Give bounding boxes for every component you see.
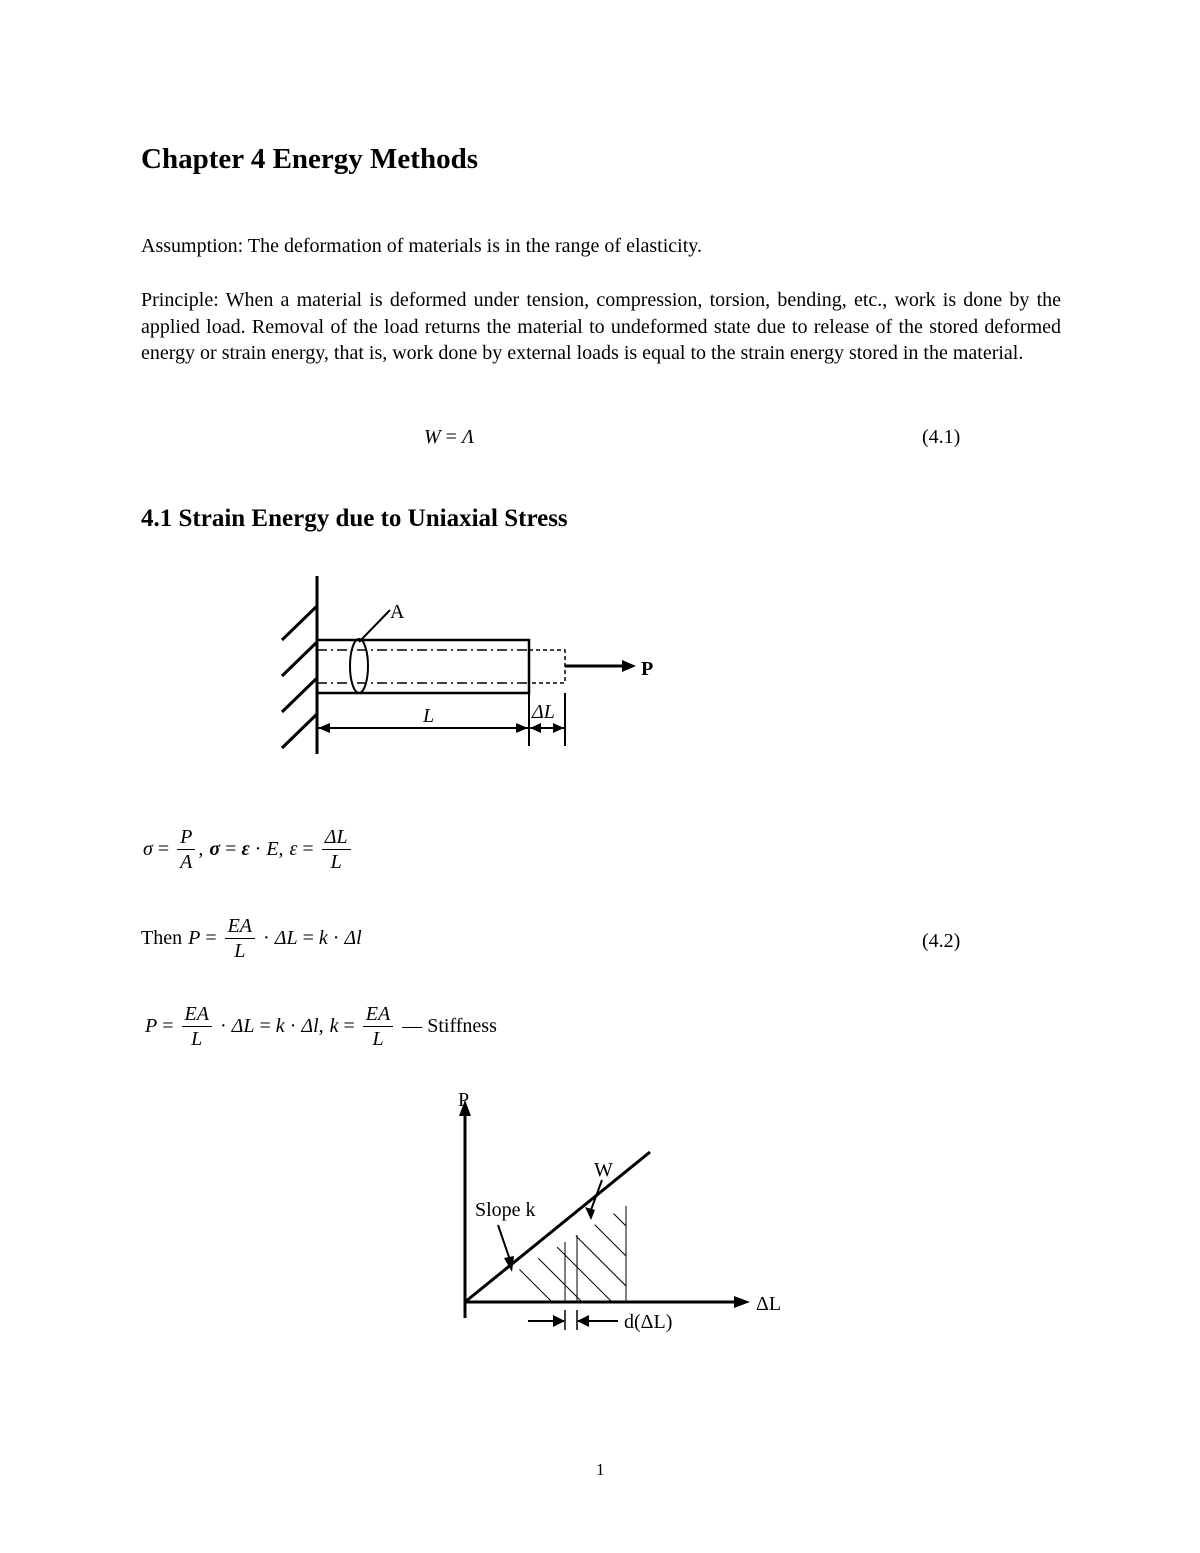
elongation-label: ΔL [532,701,555,723]
comma: , [198,838,204,860]
strain-energy-hatching [460,1210,710,1310]
slope-label: Slope k [475,1199,536,1221]
area-label: A [390,601,405,623]
epsilon-bold: ε [241,838,250,860]
bar-tension-diagram [270,570,690,760]
stress-strain-relations [143,826,354,873]
load-deformation-diagram [440,1080,800,1340]
page-number: 1 [596,1460,605,1479]
length-label: L [423,705,435,727]
equals-sign: = [152,838,175,860]
load-line [465,1152,650,1302]
assumption-paragraph: Assumption: The deformation of materials is in the range of elasticity. [141,235,702,257]
equation-4-2: Then P = $\frac{EA}{L}$ · ΔL = k · Δl [141,915,362,962]
wall-hatching [282,606,317,748]
equation-4-1 [424,426,474,449]
chapter-title: Chapter 4 Energy Methods [141,143,478,175]
bar-outline [317,640,529,693]
work-label: W [594,1159,613,1181]
dim-elongation-arrow-right [553,723,564,733]
load-P: P [188,927,201,949]
equation-number-4-2: (4.2) [922,930,961,952]
equals-sign: = [297,838,319,860]
eq1-right: Λ [461,426,475,448]
slope-arrow-shaft [498,1225,510,1260]
dim-length-arrow-right [516,723,528,733]
strip-label: d(ΔL) [624,1311,673,1333]
cross-section-ellipse [350,639,368,693]
fraction-EA-over-L: $\frac{EA}{L}$ [225,915,255,962]
then-word: Then [141,927,183,949]
eq1-op: = [440,426,462,448]
principle-paragraph: Principle: When a material is deformed under tension, compression, torsion, bending, etc., work is done by the applied load. Removal of the load returns the material to undeformed state due to release of the stored deformed energy or strain energy, that is, work done by external loads is equal to the strain energy stored in the material. [141,289,1061,364]
eq1-left: W [424,426,441,448]
epsilon-symbol: ε [289,838,298,860]
fraction-EA-over-L-stiffness: $\frac{EA}{L}$ [363,1003,393,1050]
strip-arrow-left-head [553,1315,565,1327]
comma: , [278,838,284,860]
equals-sign: = [220,838,242,860]
stiffness-equation: P = $\frac{EA}{L}$ · ΔL = k · Δl , k = $\frac{EA}{L}$ — Stiffness [145,1003,497,1050]
fraction-dL-over-L: $\frac{\Delta L}{L}$ [322,826,351,873]
fraction-EA-over-L: $\frac{EA}{L}$ [182,1003,212,1050]
strip-arrow-right-head [577,1315,589,1327]
work-arrow-shaft [591,1180,602,1210]
dim-length-arrow-left [318,723,330,733]
work-arrow-head [585,1207,595,1220]
dl-axis-arrow [734,1296,750,1308]
section-title: 4.1 Strain Energy due to Uniaxial Stress [141,505,568,532]
modulus-E: E [266,838,279,860]
dim-elongation-arrow-left [530,723,541,733]
stiffness-label: — Stiffness [402,1015,497,1037]
equation-number-4-1: (4.1) [922,426,961,448]
sigma-bold: σ [209,838,221,860]
p-axis-label: P [458,1089,470,1111]
load-label: P [641,658,654,680]
dl-axis-label: ΔL [756,1293,782,1315]
dot: · [249,838,267,860]
elongation-outline [529,650,565,683]
load-arrow-head [622,660,636,672]
sigma-symbol: σ [143,838,153,860]
fraction-P-over-A: $\frac{P}{A}$ [177,826,195,873]
area-leader-line [359,610,390,642]
